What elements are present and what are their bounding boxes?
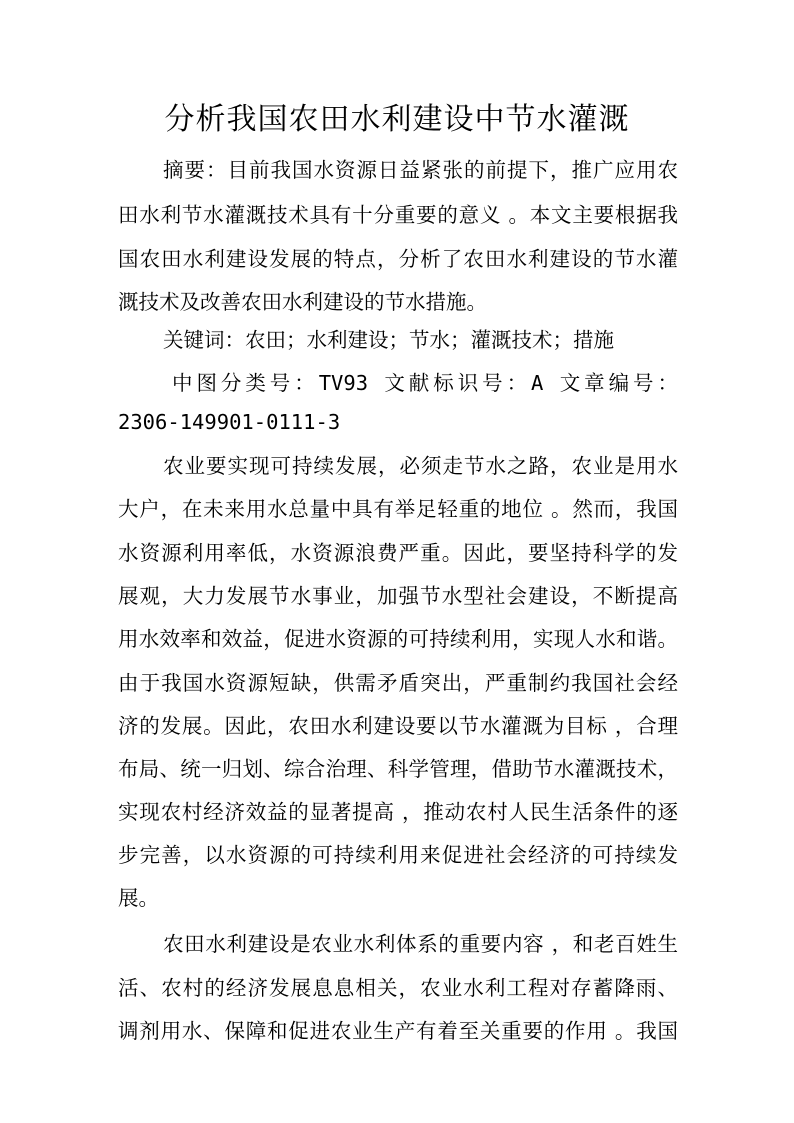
paragraph-line: 展。 [118,886,159,910]
paragraph-line: 济的发展。因此，农田水利建设要以节水灌溉为目标 ，合理 [118,714,678,738]
abstract-line: 摘要：目前我国水资源日益紧张的前提下，推广应用农 [163,158,678,182]
paragraph-line: 农田水利建设是农业水利体系的重要内容 ，和老百姓生 [163,932,678,956]
paragraph-line: 大户，在未来用水总量中具有举足轻重的地位 。然而，我国 [118,497,678,521]
paragraph-line: 步完善，以水资源的可持续利用来促进社会经济的可持续发 [118,843,678,867]
abstract-line: 国农田水利建设发展的特点，分析了农田水利建设的节水灌 [118,247,678,271]
paragraph-line: 展观，大力发展节水事业，加强节水型社会建设，不断提高 [118,584,678,608]
article-number: 2306-149901-0111-3 [118,410,341,434]
paragraph-line: 活、农村的经济发展息息相关，农业水利工程对存蓄降雨、 [118,976,678,1000]
paragraph-line: 由于我国水资源短缺，供需矛盾突出，严重制约我国社会经 [118,671,678,695]
paragraph-line: 用水效率和效益，促进水资源的可持续利用，实现人水和谐。 [118,627,678,651]
keywords: 关键词：农田；水利建设；节水；灌溉技术；措施 [163,328,614,352]
paragraph-line: 布局、统一归划、综合治理、科学管理，借助节水灌溉技术， [118,757,678,781]
classification-line: 中图分类号：TV93 文献标识号：A 文章编号： [172,371,678,395]
paragraph-line: 调剂用水、保障和促进农业生产有着至关重要的作用 。我国 [118,1019,678,1043]
paragraph-line: 农业要实现可持续发展，必须走节水之路，农业是用水 [163,454,678,478]
abstract-line: 田水利节水灌溉技术具有十分重要的意义 。本文主要根据我 [118,203,678,227]
abstract-line: 溉技术及改善农田水利建设的节水措施。 [118,290,487,314]
paragraph-line: 实现农村经济效益的显著提高 ，推动农村人民生活条件的逐 [118,800,678,824]
document-title: 分析我国农田水利建设中节水灌溉 [164,102,630,137]
paragraph-line: 水资源利用率低，水资源浪费严重。因此，要坚持科学的发 [118,541,678,565]
